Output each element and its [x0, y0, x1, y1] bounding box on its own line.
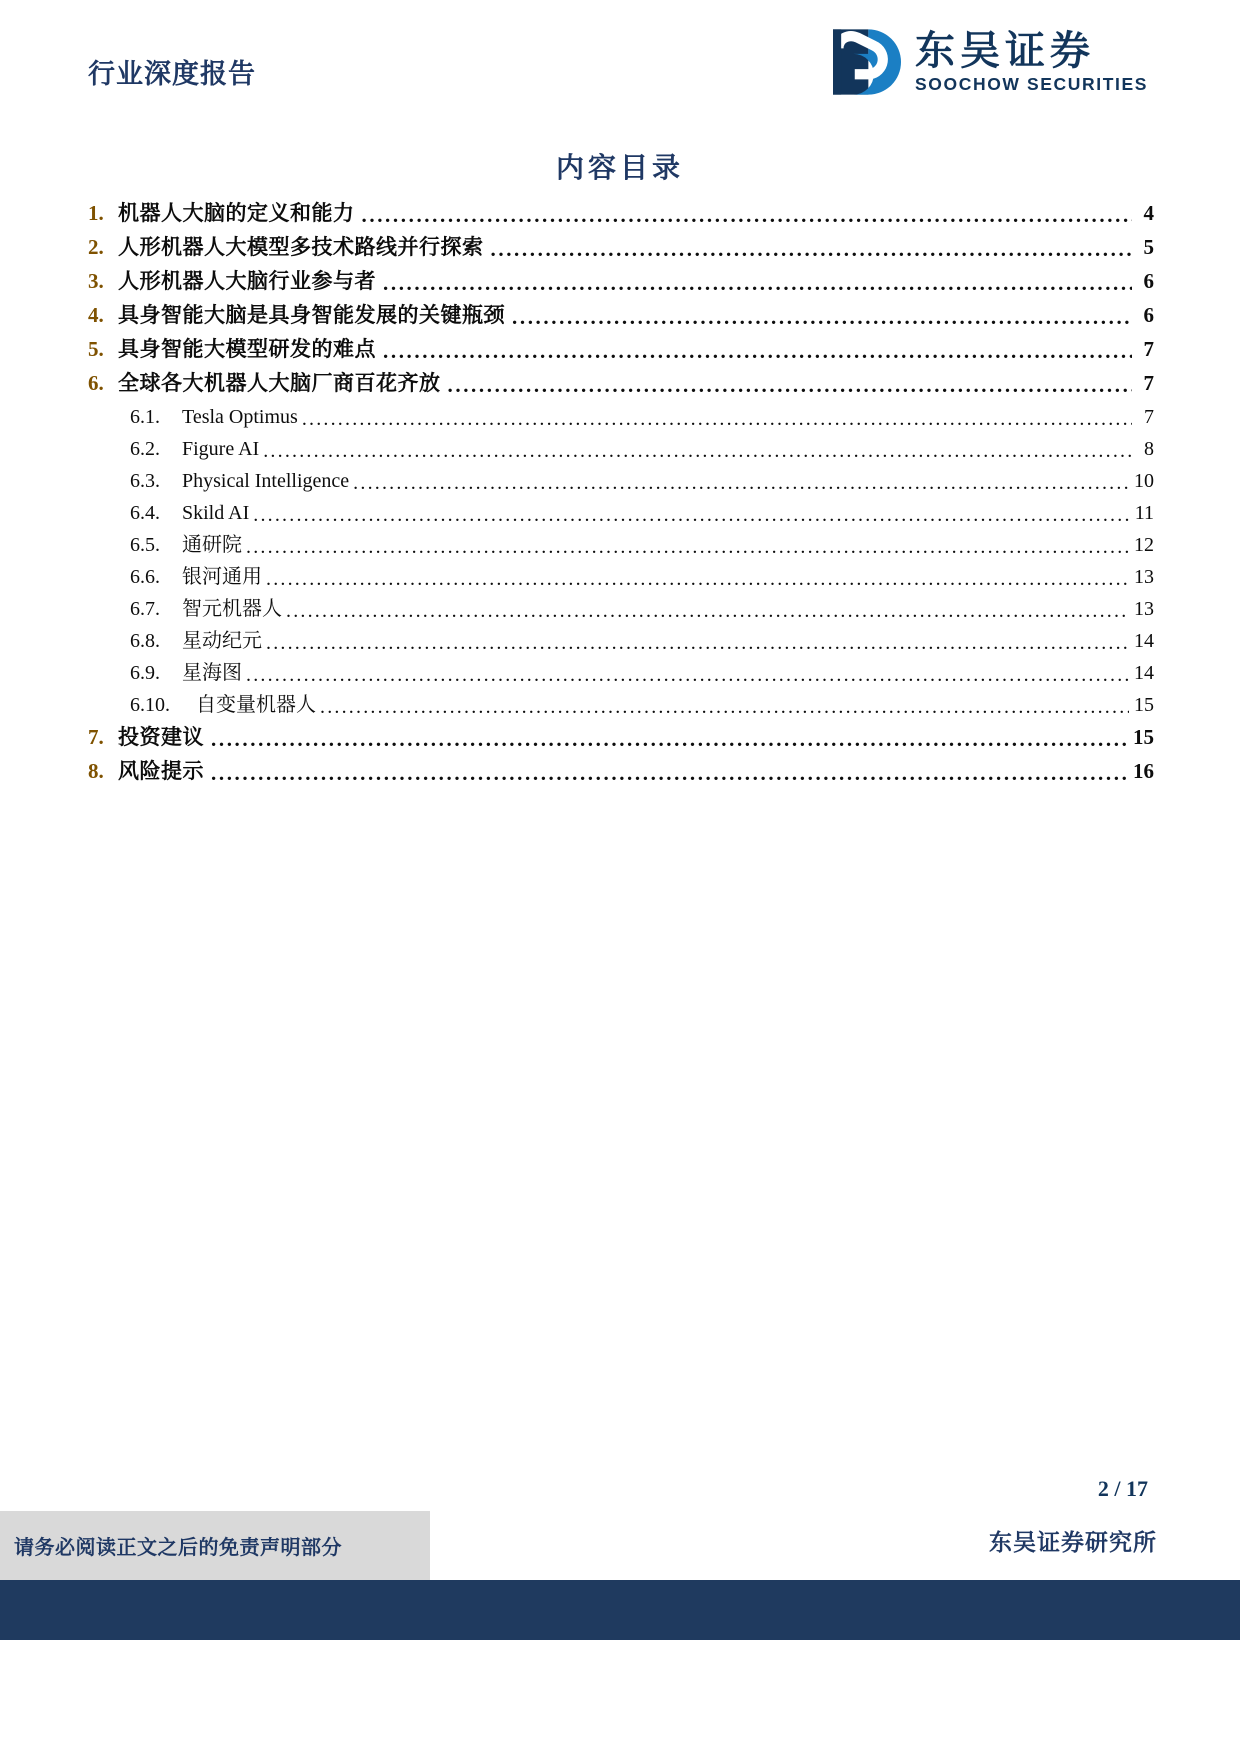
- toc-entry[interactable]: [88, 750, 1154, 782]
- toc-entry[interactable]: [88, 328, 1154, 360]
- toc-entry[interactable]: [88, 362, 1154, 394]
- toc-entry-label: 银河通用: [182, 566, 262, 588]
- toc-entry[interactable]: [88, 588, 1154, 619]
- toc-entry-number: 6.5.: [130, 534, 160, 556]
- toc-entry-label: 智元机器人: [182, 598, 282, 620]
- toc-entry-page: 6: [1143, 303, 1154, 327]
- toc-entry-number: 6.1.: [130, 406, 160, 428]
- research-institute-label: 东吴证券研究所: [989, 1530, 1157, 1555]
- toc-entry-label: 星动纪元: [182, 630, 262, 652]
- toc-entry-page: 7: [1143, 337, 1154, 361]
- toc-leader-dots: [246, 539, 1129, 555]
- toc-entry-label: 风险提示: [118, 759, 204, 783]
- toc-entry[interactable]: [88, 716, 1154, 748]
- toc-entry-number: 3.: [88, 269, 104, 293]
- toc-entry[interactable]: [88, 226, 1154, 258]
- footer-band-lower: [0, 1640, 1240, 1754]
- toc-entry-page: 13: [1134, 598, 1154, 620]
- toc-entry-page: 6: [1143, 269, 1154, 293]
- toc-leader-dots: [211, 732, 1128, 748]
- toc-entry-number: 1.: [88, 201, 104, 225]
- toc-entry[interactable]: [88, 620, 1154, 651]
- toc-leader-dots: [448, 378, 1133, 394]
- disclaimer-text: 请务必阅读正文之后的免责声明部分: [14, 1537, 342, 1559]
- toc-entry-page: 8: [1144, 438, 1154, 460]
- toc-entry-label: 具身智能大模型研发的难点: [118, 337, 376, 361]
- toc-leader-dots: [263, 443, 1132, 459]
- logo-text-block: [915, 30, 1148, 95]
- toc-entry-label: 星海图: [182, 662, 242, 684]
- toc-leader-dots: [266, 571, 1129, 587]
- toc-entry-label: 通研院: [182, 534, 242, 556]
- toc-entry-page: 5: [1143, 235, 1154, 259]
- toc-leader-dots: [286, 603, 1129, 619]
- toc-entry[interactable]: [88, 192, 1154, 224]
- toc-leader-dots: [353, 475, 1129, 491]
- toc-entry[interactable]: [88, 492, 1154, 523]
- toc-leader-dots: [246, 667, 1129, 683]
- toc-leader-dots: [383, 344, 1132, 360]
- toc-heading: 内容目录: [555, 153, 684, 184]
- company-name-en: SOOCHOW SECURITIES: [915, 73, 1148, 94]
- toc-entry-page: 10: [1134, 470, 1154, 492]
- toc-entry[interactable]: [88, 396, 1154, 427]
- company-logo: [833, 28, 1148, 96]
- toc-leader-dots: [302, 411, 1132, 427]
- disclaimer-box: [0, 1511, 430, 1580]
- toc-leader-dots: [266, 635, 1129, 651]
- toc-entry-label: 全球各大机器人大脑厂商百花齐放: [118, 371, 441, 395]
- toc-entry[interactable]: [88, 428, 1154, 459]
- toc-entry-number: 6.8.: [130, 630, 160, 652]
- toc-entry-page: 12: [1134, 534, 1154, 556]
- report-type-label: 行业深度报告: [88, 59, 256, 89]
- company-name-cn: 东吴证券: [915, 28, 1096, 73]
- toc-entry-number: 7.: [88, 725, 104, 749]
- toc-entry[interactable]: [88, 652, 1154, 683]
- toc-entry-label: Figure AI: [182, 438, 260, 460]
- toc-entry-number: 6.6.: [130, 566, 160, 588]
- toc-entry-page: 7: [1144, 406, 1154, 428]
- toc-entry-page: 15: [1133, 725, 1154, 749]
- toc-entry-number: 6.3.: [130, 470, 160, 492]
- toc-entry-page: 14: [1134, 662, 1154, 684]
- toc-entry-number: 6.2.: [130, 438, 160, 460]
- toc-entry-label: 人形机器人大模型多技术路线并行探索: [118, 235, 484, 259]
- toc-entry-page: 11: [1134, 502, 1154, 524]
- toc-entry-page: 16: [1133, 759, 1154, 783]
- toc-entry-label: 机器人大脑的定义和能力: [118, 201, 355, 225]
- soochow-s-logo-icon: [833, 28, 901, 96]
- toc-entry-number: 8.: [88, 759, 104, 783]
- toc-leader-dots: [253, 507, 1129, 523]
- toc-entry[interactable]: [88, 260, 1154, 292]
- toc-entry-label: Skild AI: [182, 502, 250, 524]
- table-of-contents: [88, 192, 1154, 784]
- toc-entry-page: 15: [1134, 694, 1154, 716]
- toc-leader-dots: [362, 208, 1133, 224]
- page-number: 2 / 17: [1097, 1476, 1148, 1501]
- toc-entry[interactable]: [88, 556, 1154, 587]
- toc-entry-label: 自变量机器人: [196, 694, 316, 716]
- toc-entry-label: Physical Intelligence: [182, 470, 350, 492]
- toc-entry-page: 13: [1134, 566, 1154, 588]
- toc-entry-page: 14: [1134, 630, 1154, 652]
- toc-entry-page: 7: [1143, 371, 1154, 395]
- toc-entry-label: 具身智能大脑是具身智能发展的关键瓶颈: [118, 303, 505, 327]
- toc-entry-number: 6.: [88, 371, 104, 395]
- toc-entry[interactable]: [88, 524, 1154, 555]
- toc-entry-number: 6.10.: [130, 694, 170, 716]
- page-header: [0, 0, 1240, 128]
- toc-entry-label: 人形机器人大脑行业参与者: [118, 269, 376, 293]
- toc-entry-number: 6.9.: [130, 662, 160, 684]
- toc-leader-dots: [491, 242, 1133, 258]
- toc-entry-number: 4.: [88, 303, 104, 327]
- toc-leader-dots: [512, 310, 1132, 326]
- toc-entry-number: 6.4.: [130, 502, 160, 524]
- toc-entry-label: Tesla Optimus: [182, 406, 298, 428]
- toc-entry-page: 4: [1143, 201, 1154, 225]
- footer-band: [0, 1580, 1240, 1640]
- toc-entry-number: 6.7.: [130, 598, 160, 620]
- toc-leader-dots: [383, 276, 1132, 292]
- toc-leader-dots: [211, 766, 1128, 782]
- toc-leader-dots: [320, 699, 1129, 715]
- toc-entry-number: 5.: [88, 337, 104, 361]
- toc-entry-label: 投资建议: [118, 725, 204, 749]
- toc-entry[interactable]: [88, 294, 1154, 326]
- toc-entry[interactable]: [88, 460, 1154, 491]
- toc-entry[interactable]: [88, 684, 1154, 715]
- toc-entry-number: 2.: [88, 235, 104, 259]
